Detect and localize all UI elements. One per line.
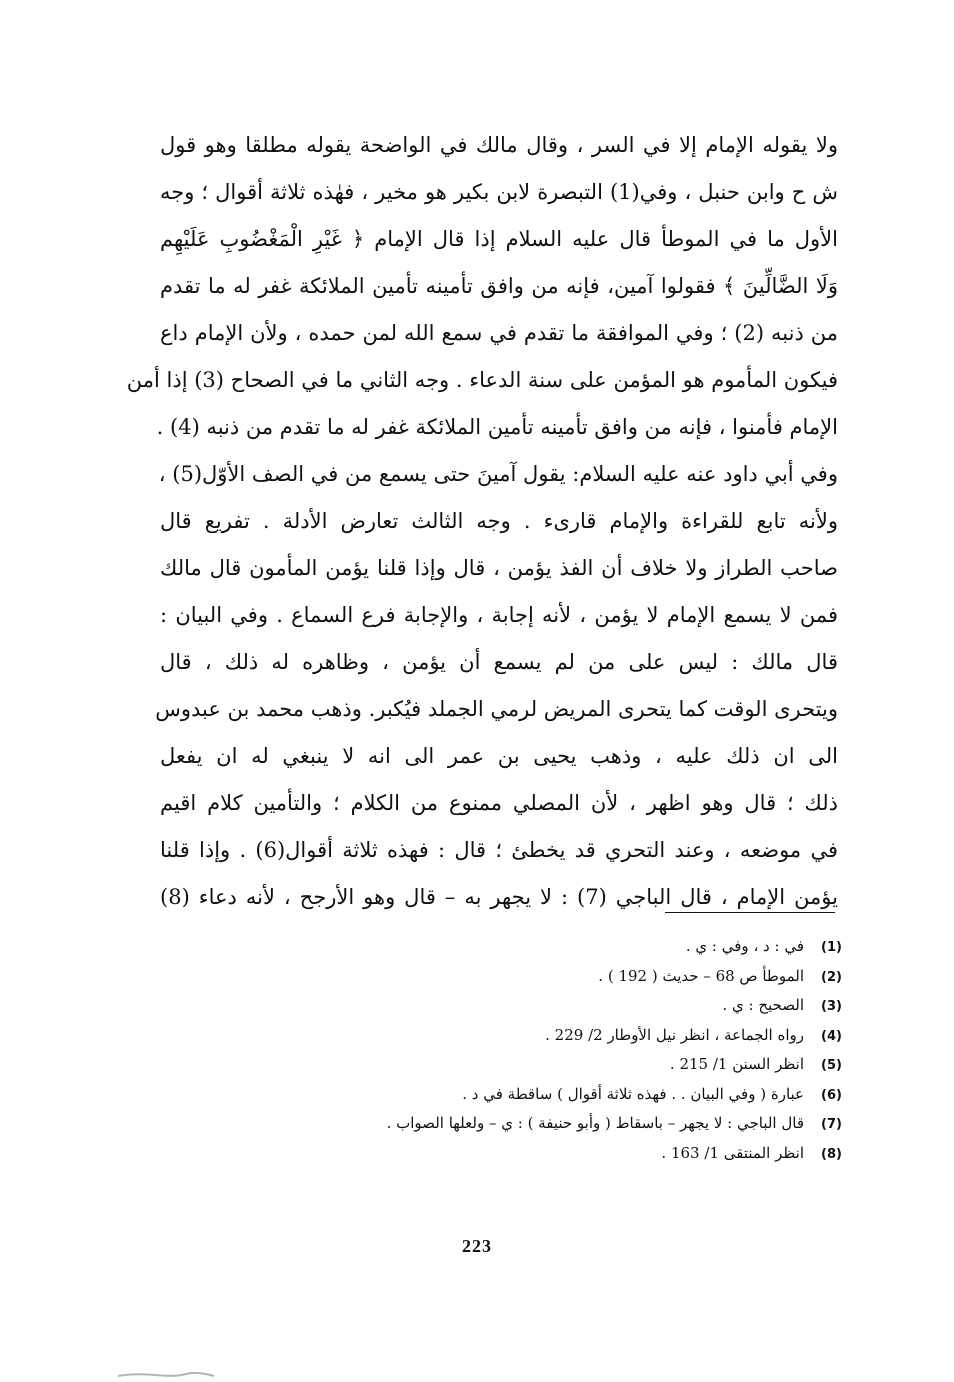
footnote-separator: [665, 912, 835, 913]
text-line: ولأنه تابع للقراءة والإمام قارىء . وجه الثالث تعارض الأدلة . تفريع قال: [160, 509, 838, 533]
footnote-text: عبارة ( وفي البيان . . فهذه ثلاثة أقوال ) ساقطة في د .: [462, 1084, 804, 1103]
footnotes: [242, 932, 842, 1168]
footnote-number: (8): [821, 1146, 842, 1162]
text-line: فمن لا يسمع الإمام لا يؤمن ، لأنه إجابة ، والإجابة فرع السماع . وفي البيان :: [160, 603, 838, 627]
footnote-text: قال الباجي : لا يجهر – باسقاط ( وأبو حنيفة ) : ي – ولعلها الصواب .: [386, 1114, 804, 1132]
main-text: [126, 122, 839, 921]
text-line: ويتحرى الوقت كما يتحرى المريض لرمي الجملد فيُكبر. وذهب محمد بن عبدوس: [155, 697, 838, 721]
text-line: ش ح وابن حنبل ، وفي(1) التبصرة لابن بكير هو مخير ، فهٰذه ثلاثة أقوال ؛ وجه: [160, 180, 838, 204]
footnote-number: (1): [821, 940, 842, 955]
footnote-number: (2): [821, 969, 842, 985]
footnote: [242, 1080, 842, 1110]
text-line: قال مالك : ليس على من لم يسمع أن يؤمن ، وظاهره له ذلك ، قال: [160, 650, 838, 674]
text-line: فيكون المأموم هو المؤمن على سنة الدعاء . وجه الثاني ما في الصحاح (3) إذا أمن: [126, 368, 838, 392]
footnote-text: انظر السنن 1/ 215 .: [669, 1055, 804, 1073]
text-line: يؤمن الإمام ، قال الباجي (7) : لا يجهر به – قال وهو الأرجح ، لأنه دعاء (8): [160, 885, 839, 909]
footnote-text: الموطأ ص 68 – حديث ( 192 ) .: [598, 966, 804, 985]
footnote: [242, 1109, 842, 1139]
footnote-number: (4): [821, 1028, 842, 1044]
footnote: [242, 1050, 842, 1080]
page-number: 223: [462, 1236, 492, 1256]
footnote-number: (3): [821, 999, 842, 1014]
footnote-number: (5): [821, 1058, 842, 1073]
footnote-number: (7): [821, 1117, 842, 1132]
text-line: الإمام فأمنوا ، فإنه من وافق تأمينه تأمين الملائكة غفر له ما تقدم من ذنبه (4) .: [156, 415, 838, 439]
footnote-text: في : د ، وفي : ي .: [685, 937, 804, 955]
footnote: [242, 932, 842, 962]
text-line: في موضعه ، وعند التحري قد يخطئ ؛ قال : فهذه ثلاثة أقوال(6) . وإذا قلنا: [160, 838, 838, 862]
text-line: من ذنبه (2) ؛ وفي الموافقة ما تقدم في سمع الله لمن حمده ، ولأن الإمام داع: [160, 321, 839, 345]
scan-smudge: [116, 1372, 216, 1378]
footnote: [242, 1139, 842, 1169]
text-line: وفي أبي داود عنه عليه السلام: يقول آمينَ حتى يسمع من في الصف الأوّل(5) ،: [158, 462, 838, 486]
footnote: [242, 962, 842, 992]
footnote-number: (6): [821, 1087, 842, 1103]
text-line: الأول ما في الموطأ قال عليه السلام إذا قال الإمام ﴿ غَيْرِ الْمَغْضُوبِ عَلَيْهِم: [160, 227, 838, 251]
footnote: [242, 1021, 842, 1051]
footnote: [242, 991, 842, 1021]
text-line: الى ان ذلك عليه ، وذهب يحيى بن عمر الى انه لا ينبغي له ان يفعل: [160, 744, 838, 768]
text-line: ولا يقوله الإمام إلا في السر ، وقال مالك في الواضحة يقوله مطلقا وهو قول: [160, 133, 838, 157]
text-line: ذلك ؛ قال وهو اظهر ، لأن المصلي ممنوع من الكلام ؛ والتأمين كلام اقيم: [160, 791, 838, 815]
text-line: وَلَا الضَّالِّينَ ﴾ فقولوا آمين، فإنه من وافق تأمينه تأمين الملائكة غفر له ما تقدم: [160, 274, 838, 298]
footnote-text: انظر المنتقى 1/ 163 .: [661, 1143, 804, 1162]
text-line: صاحب الطراز ولا خلاف أن الفذ يؤمن ، قال وإذا قلنا يؤمن المأمون قال مالك: [160, 556, 838, 580]
footnote-text: رواه الجماعة ، انظر نيل الأوطار 2/ 229 .: [545, 1025, 804, 1044]
footnote-text: الصحيح : ي .: [722, 996, 804, 1014]
